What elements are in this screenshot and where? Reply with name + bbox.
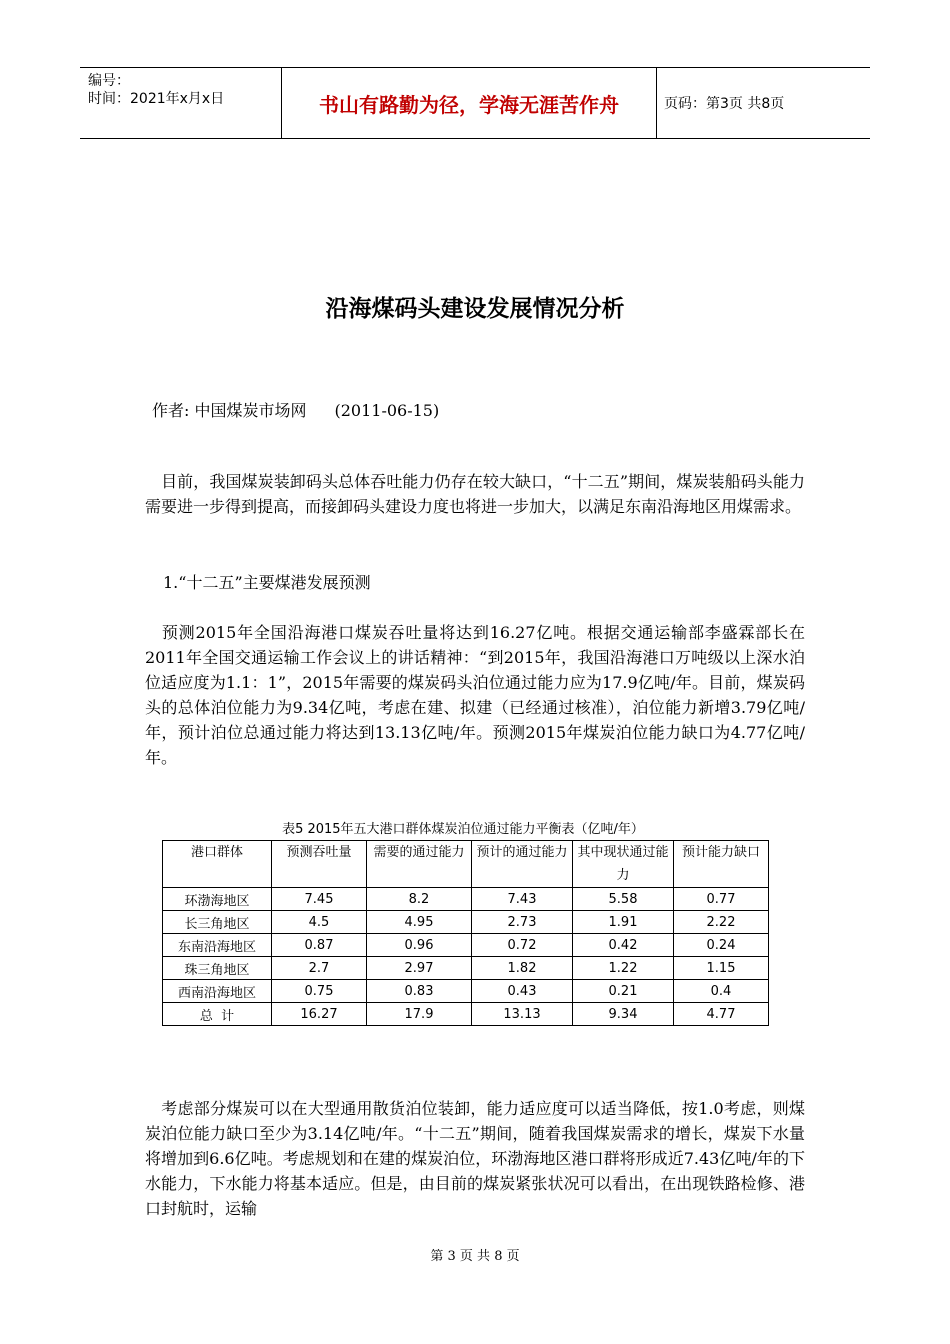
paragraph-forecast: 预测2015年全国沿海港口煤炭吞吐量将达到16.27亿吨。根据交通运输部李盛霖部长在2011年全国交通运输工作会议上的讲话精神：“到2015年，我国沿海港口万吨级以上深水泊位适应度为1.1：1”，2015年需要的煤炭码头泊位通过能力应为17.9亿吨/年。目前，煤炭码头的总体泊位能力为9.34亿吨，考虑在建、拟建（已经通过核准），泊位能力新增3.79亿吨/年，预计泊位总通过能力将达到13.13亿吨/年。预测2015年煤炭泊位能力缺口为4.77亿吨/年。 bbox=[145, 623, 805, 767]
table-cell: 13.13 bbox=[472, 1003, 573, 1026]
table-cell: 0.43 bbox=[472, 980, 573, 1003]
header-page-label: 页码：第3页 共8页 bbox=[664, 96, 785, 112]
table-cell: 4.5 bbox=[272, 911, 367, 934]
table-header: 预计的通过能力 bbox=[472, 841, 573, 888]
table-row-total bbox=[163, 1003, 769, 1026]
section-heading: 1.“十二五”主要煤港发展预测 bbox=[163, 573, 371, 592]
header-motto: 书山有路勤为径，学海无涯苦作舟 bbox=[282, 68, 657, 138]
table-cell: 0.87 bbox=[272, 934, 367, 957]
table-cell: 9.34 bbox=[573, 1003, 674, 1026]
table-row bbox=[163, 888, 769, 911]
page-header bbox=[80, 67, 870, 139]
table-cell: 2.97 bbox=[367, 957, 472, 980]
table-cell: 2.73 bbox=[472, 911, 573, 934]
table-cell: 0.4 bbox=[674, 980, 769, 1003]
author-line bbox=[152, 398, 439, 421]
table-header: 预测吞吐量 bbox=[272, 841, 367, 888]
table-header: 港口群体 bbox=[163, 841, 272, 888]
table-header: 其中现状通过能力 bbox=[573, 841, 674, 888]
table-header-row bbox=[163, 841, 769, 888]
table-cell: 1.91 bbox=[573, 911, 674, 934]
table-cell: 东南沿海地区 bbox=[163, 934, 272, 957]
table-cell: 0.24 bbox=[674, 934, 769, 957]
table-cell: 0.21 bbox=[573, 980, 674, 1003]
table-cell: 5.58 bbox=[573, 888, 674, 911]
capacity-table bbox=[162, 840, 769, 1026]
author: 作者: 中国煤炭市场网 bbox=[152, 401, 307, 420]
table-row bbox=[163, 934, 769, 957]
table-cell: 0.77 bbox=[674, 888, 769, 911]
table-cell: 4.95 bbox=[367, 911, 472, 934]
table-cell: 2.22 bbox=[674, 911, 769, 934]
number-label: 编号： bbox=[88, 73, 130, 89]
paragraph-analysis: 考虑部分煤炭可以在大型通用散货泊位装卸，能力适应度可以适当降低，按1.0考虑，则煤炭泊位能力缺口至少为3.14亿吨/年。“十二五”期间，随着我国煤炭需求的增长，煤炭下水量将增加到6.6亿吨。考虑规划和在建的煤炭泊位，环渤海地区港口群将形成近7.43亿吨/年的下水能力，下水能力将基本适应。但是，由目前的煤炭紧张状况可以看出，在出现铁路检修、港口封航时，运输 bbox=[145, 1099, 805, 1218]
header-meta bbox=[80, 68, 282, 138]
table-cell: 西南沿海地区 bbox=[163, 980, 272, 1003]
table-cell: 7.45 bbox=[272, 888, 367, 911]
publish-date: (2011-06-15) bbox=[334, 401, 440, 420]
table-cell: 0.75 bbox=[272, 980, 367, 1003]
table-row bbox=[163, 957, 769, 980]
table-cell: 16.27 bbox=[272, 1003, 367, 1026]
table-cell: 0.72 bbox=[472, 934, 573, 957]
table-cell: 8.2 bbox=[367, 888, 472, 911]
time-label: 时间：2021年x月x日 bbox=[88, 91, 225, 107]
table-cell: 总 计 bbox=[163, 1003, 272, 1026]
table-cell: 1.15 bbox=[674, 957, 769, 980]
table-cell: 0.83 bbox=[367, 980, 472, 1003]
table-cell: 1.82 bbox=[472, 957, 573, 980]
page-footer: 第 3 页 共 8 页 bbox=[430, 1249, 520, 1264]
table-cell: 7.43 bbox=[472, 888, 573, 911]
table-cell: 0.96 bbox=[367, 934, 472, 957]
table-cell: 2.7 bbox=[272, 957, 367, 980]
table-cell: 1.22 bbox=[573, 957, 674, 980]
table-row bbox=[163, 980, 769, 1003]
table-cell: 长三角地区 bbox=[163, 911, 272, 934]
table-cell: 4.77 bbox=[674, 1003, 769, 1026]
table-header: 需要的通过能力 bbox=[367, 841, 472, 888]
table-cell: 0.42 bbox=[573, 934, 674, 957]
table-cell: 珠三角地区 bbox=[163, 957, 272, 980]
table-header: 预计能力缺口 bbox=[674, 841, 769, 888]
document-title: 沿海煤码头建设发展情况分析 bbox=[325, 295, 625, 322]
paragraph-intro: 目前，我国煤炭装卸码头总体吞吐能力仍存在较大缺口，“十二五”期间，煤炭装船码头能力需要进一步得到提高，而接卸码头建设力度也将进一步加大，以满足东南沿海地区用煤需求。 bbox=[145, 472, 805, 516]
table-caption: 表5 2015年五大港口群体煤炭泊位通过能力平衡表（亿吨/年） bbox=[282, 822, 644, 837]
table-cell: 17.9 bbox=[367, 1003, 472, 1026]
table-row bbox=[163, 911, 769, 934]
table-cell: 环渤海地区 bbox=[163, 888, 272, 911]
